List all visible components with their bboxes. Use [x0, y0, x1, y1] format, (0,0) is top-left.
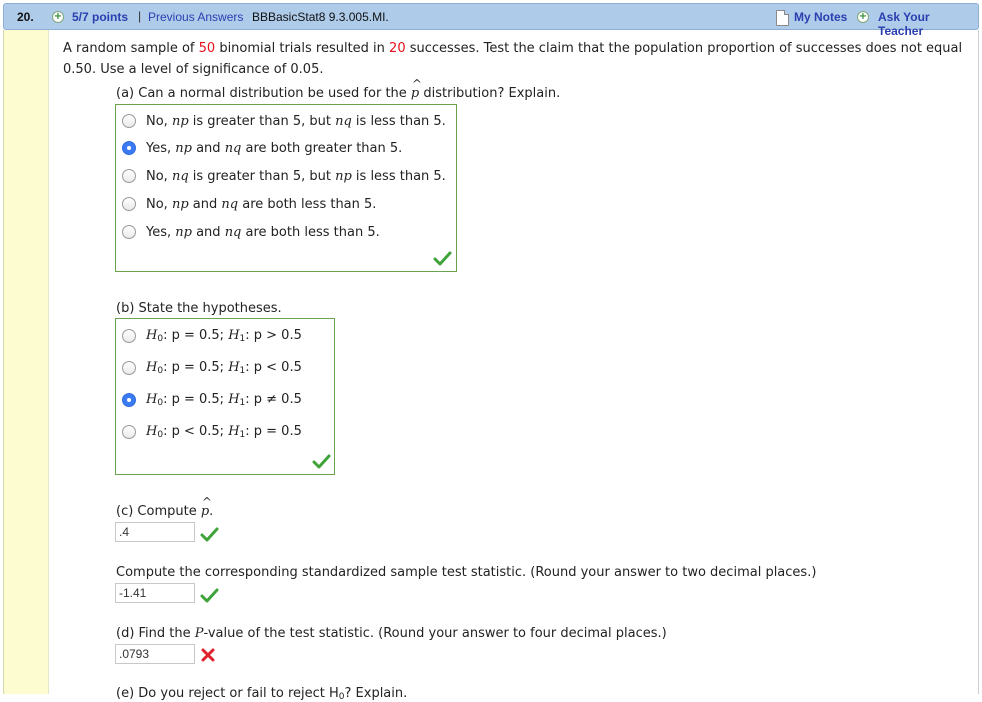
test-statistic-prompt: Compute the corresponding standardized sample test statistic. (Round your answer to two decimal places.) — [116, 565, 817, 580]
content-right-border — [978, 30, 979, 694]
part-b-correct-icon — [313, 455, 330, 468]
hypothesis-label: $H_0$: p = 0.5; $H_1$: p < 0.5 — [146, 360, 302, 376]
part-c-title: (c) Compute ^ p. — [116, 504, 213, 519]
part-a-option[interactable] — [122, 222, 380, 242]
my-notes-link[interactable]: My Notes — [794, 10, 848, 24]
part-a-option[interactable] — [122, 166, 446, 186]
radio-button[interactable] — [122, 393, 136, 407]
radio-button[interactable] — [122, 361, 136, 375]
sample-size: 50 — [198, 41, 216, 56]
part-a-option[interactable] — [122, 194, 376, 214]
part-a-answer-box — [115, 104, 457, 272]
test-statistic-correct-icon — [201, 589, 218, 602]
part-b-title: (b) State the hypotheses. — [116, 301, 282, 316]
option-label: Yes, np and nq are both greater than 5. — [146, 140, 403, 156]
p-hat-correct-icon — [201, 528, 218, 541]
option-label: No, np and nq are both less than 5. — [146, 196, 377, 212]
part-b-option[interactable] — [122, 326, 302, 346]
success-count: 20 — [389, 41, 406, 56]
radio-button[interactable] — [122, 169, 136, 183]
part-e-title: (e) Do you reject or fail to reject $H_0$? Explain. — [116, 686, 408, 702]
hypothesis-label: $H_0$: p < 0.5; $H_1$: p = 0.5 — [146, 424, 302, 440]
ask-teacher-plus-icon[interactable]: + — [858, 11, 868, 22]
previous-answers-link[interactable]: Previous Answers — [148, 10, 244, 24]
p-value-input[interactable]: .0793 — [115, 644, 195, 664]
header-separator: | — [138, 9, 142, 23]
radio-button[interactable] — [122, 141, 136, 155]
notes-icon[interactable] — [776, 10, 789, 26]
radio-button[interactable] — [122, 225, 136, 239]
part-a-option[interactable] — [122, 138, 402, 158]
radio-button[interactable] — [122, 425, 136, 439]
ask-teacher-link[interactable]: Ask Your Teacher — [878, 10, 930, 38]
p-hat-input[interactable]: .4 — [115, 522, 195, 542]
option-label: No, nq is greater than 5, but np is less than 5. — [146, 168, 446, 184]
radio-button[interactable] — [122, 197, 136, 211]
option-label: No, np is greater than 5, but nq is less than 5. — [146, 113, 446, 129]
option-label: Yes, np and nq are both less than 5. — [146, 224, 380, 240]
hypothesis-label: $H_0$: p = 0.5; $H_1$: p > 0.5 — [146, 328, 302, 344]
part-b-option[interactable] — [122, 422, 302, 442]
part-a-correct-icon — [434, 252, 451, 265]
hypothesis-label: $H_0$: p = 0.5; $H_1$: p ≠ 0.5 — [146, 392, 302, 408]
question-header — [3, 3, 979, 38]
part-a-option[interactable] — [122, 111, 446, 131]
radio-button[interactable] — [122, 329, 136, 343]
question-number: 20. — [17, 10, 34, 24]
test-statistic-input[interactable]: -1.41 — [115, 583, 195, 603]
part-b-answer-box — [115, 318, 335, 475]
radio-button[interactable] — [122, 114, 136, 128]
problem-code: BBBasicStat8 9.3.005.MI. — [252, 10, 389, 24]
p-value-incorrect-icon — [201, 648, 215, 662]
part-d-title: (d) Find the P-value of the test statistic. (Round your answer to four decimal places.) — [116, 626, 667, 641]
points-plus-icon: + — [53, 11, 63, 22]
question-side-strip — [3, 30, 49, 694]
question-stem: A random sample of 50 binomial trials resulted in 20 successes. Test the claim that the population proportion of successes does not equal 0.50. Use a level of significance of 0.05. — [63, 41, 963, 77]
part-a-title: (a) Can a normal distribution be used for the ^ p distribution? Explain. — [116, 86, 560, 101]
part-b-option[interactable] — [122, 390, 302, 410]
part-b-option[interactable] — [122, 358, 302, 378]
points-score: 5/7 points — [72, 10, 129, 24]
